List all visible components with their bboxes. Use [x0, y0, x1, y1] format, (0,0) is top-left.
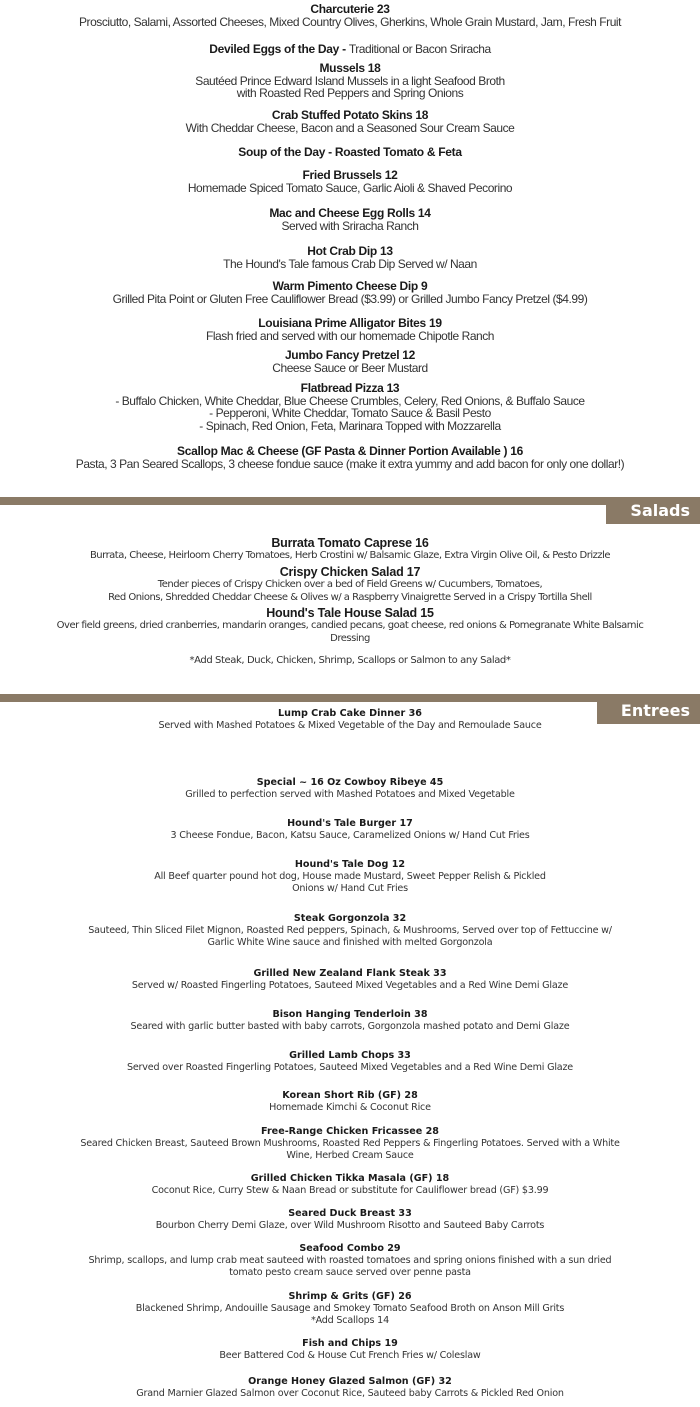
menu-item [0, 537, 700, 563]
menu-item [0, 566, 700, 604]
menu-item-title: Steak Gorgonzola 32 [293, 913, 407, 924]
menu-item-description: Onions w/ Hand Cut Fries [292, 882, 408, 894]
menu-item [0, 968, 700, 992]
menu-item [0, 777, 700, 801]
menu-item-description: Burrata, Cheese, Heirloom Cherry Tomatoes, Herb Crostini w/ Balsamic Glaze, Extra Virgin Olive Oil, & Pesto Drizzle [89, 550, 611, 561]
menu-item [0, 207, 700, 232]
menu-item-description: Over field greens, dried cranberries, mandarin oranges, candied pecans, goat cheese, red onions & Pomegranate White Balsamic [56, 620, 644, 631]
menu-item-description: Shrimp, scallops, and lump crab meat sauteed with roasted tomatoes and spring onions finished with a sun dried [88, 1255, 612, 1266]
menu-item-title: Korean Short Rib (GF) 28 [282, 1090, 418, 1101]
menu-item [0, 1090, 700, 1114]
menu-item [0, 62, 700, 100]
menu-item-description: The Hound's Tale famous Crab Dip Served w/ Naan [223, 256, 477, 271]
menu-item-description: Served over Roasted Fingerling Potatoes, Sauteed Mixed Vegetables and a Red Wine Demi Glaze [126, 1062, 574, 1073]
menu-item-description: Homemade Kimchi & Coconut Rice [269, 1102, 431, 1113]
menu-item-description: Served w/ Roasted Fingerling Potatoes, Sauteed Mixed Vegetables and a Red Wine Demi Glaze [131, 980, 569, 991]
menu-item-description: Beer Battered Cod & House Cut French Fries w/ Coleslaw [219, 1350, 481, 1361]
menu-item [0, 169, 700, 194]
menu-item-description: Grilled Pita Point or Gluten Free Cauliflower Bread ($3.99) or Grilled Jumbo Fancy Pretzel ($4.99) [112, 291, 588, 306]
menu-item [0, 859, 700, 894]
menu-item-title: Soup of the Day - Roasted Tomato & Feta [238, 145, 462, 159]
menu-item-description: With Cheddar Cheese, Bacon and a Seasoned Sour Cream Sauce [185, 120, 515, 135]
menu-item-title: Special ~ 16 Oz Cowboy Ribeye 45 [256, 777, 444, 788]
menu-item [0, 1009, 700, 1033]
menu-item [0, 3, 700, 28]
menu-item-description: All Beef quarter pound hot dog, House made Mustard, Sweet Pepper Relish & Pickled [154, 871, 546, 882]
menu-item-description: Served with Sriracha Ranch [281, 218, 419, 233]
menu-item-title: Flatbread Pizza 13 [300, 381, 400, 395]
menu-item-description: Wine, Herbed Cream Sauce [286, 1149, 414, 1161]
menu-item [0, 913, 700, 948]
salads-heading: Salads [606, 497, 700, 524]
menu-item-description: Prosciutto, Salami, Assorted Cheeses, Mixed Country Olives, Gherkins, Whole Grain Mustard, Jam, Fresh Fruit [78, 14, 622, 29]
menu-item-description: Flash fried and served with our homemade Chipotle Ranch [205, 328, 495, 343]
menu-item-description: - Pepperoni, White Cheddar, Tomato Sauce & Basil Pesto [209, 406, 491, 420]
menu-item-title: Mac and Cheese Egg Rolls 14 [269, 206, 431, 220]
menu-item [0, 109, 700, 134]
menu-item [0, 1050, 700, 1074]
menu-item-description: Red Onions, Shredded Cheddar Cheese & Olives w/ a Raspberry Vinaigrette Served in a Crispy Tortilla Shell [108, 591, 592, 603]
menu-item-title: Lump Crab Cake Dinner 36 [278, 708, 422, 719]
salad-addon-note: *Add Steak, Duck, Chicken, Shrimp, Scallops or Salmon to any Salad* [189, 655, 511, 666]
menu-item-title: Grilled Lamb Chops 33 [289, 1050, 411, 1061]
menu-item [0, 818, 700, 842]
menu-item [0, 382, 700, 432]
entrees-heading: Entrees [597, 697, 700, 724]
menu-item-title: Hound's Tale Burger 17 [287, 818, 413, 829]
menu-item-title: Orange Honey Glazed Salmon (GF) 32 [248, 1376, 452, 1387]
menu-item-description: Pasta, 3 Pan Seared Scallops, 3 cheese fondue sauce (make it extra yummy and add bacon for only one dollar!) [75, 456, 625, 471]
menu-item-title: Hound's Tale Dog 12 [294, 859, 406, 870]
menu-item-title: Shrimp & Grits (GF) 26 [288, 1291, 412, 1302]
menu-item [0, 146, 700, 159]
menu-item-title: Mussels 18 [319, 61, 381, 75]
menu-item-description: Cheese Sauce or Beer Mustard [272, 360, 428, 375]
entrees-divider [0, 694, 700, 702]
menu-item [0, 1376, 700, 1400]
menu-item-title: Bison Hanging Tenderloin 38 [272, 1009, 428, 1020]
menu-item-title: Charcuterie 23 [310, 2, 390, 16]
menu-item-description: Coconut Rice, Curry Stew & Naan Bread or substitute for Cauliflower bread (GF) $3.99 [151, 1185, 549, 1196]
menu-item-description: - Spinach, Red Onion, Feta, Marinara Topped with Mozzarella [199, 418, 501, 433]
menu-item-description: tomato pesto cream sauce served over penne pasta [229, 1266, 471, 1278]
menu-item-description: Dressing [330, 632, 370, 644]
menu-item [0, 1173, 700, 1197]
menu-item [0, 40, 700, 58]
menu-item-description: Sautéed Prince Edward Island Mussels in a light Seafood Broth [195, 73, 505, 88]
menu-item-title: Grilled New Zealand Flank Steak 33 [253, 968, 447, 979]
menu-item-title: Grilled Chicken Tikka Masala (GF) 18 [250, 1173, 450, 1184]
menu-item [0, 1338, 700, 1362]
menu-item-title: Seafood Combo 29 [299, 1243, 401, 1254]
menu-item-title: Crispy Chicken Salad 17 [279, 565, 421, 579]
menu-item [0, 708, 700, 732]
menu-item-description: Seared Chicken Breast, Sauteed Brown Mushrooms, Roasted Red Peppers & Fingerling Potatoes. Served with a White [80, 1138, 620, 1149]
menu-item-title: Fish and Chips 19 [302, 1338, 398, 1349]
menu-item-description: Served with Mashed Potatoes & Mixed Vegetable of the Day and Remoulade Sauce [158, 720, 542, 731]
menu-item-title: Deviled Eggs of the Day - [209, 42, 349, 56]
menu-item [0, 317, 700, 342]
menu-item-description: Blackened Shrimp, Andouille Sausage and Smokey Tomato Seafood Broth on Anson Mill Grits [135, 1303, 565, 1314]
menu-item-description: Grand Marnier Glazed Salmon over Coconut Rice, Sauteed baby Carrots & Pickled Red Onion [136, 1388, 564, 1399]
menu-item [0, 607, 700, 645]
menu-item [0, 1208, 700, 1232]
menu-item-description: 3 Cheese Fondue, Bacon, Katsu Sauce, Caramelized Onions w/ Hand Cut Fries [170, 830, 530, 841]
menu-item [0, 245, 700, 270]
menu-item-title: Hound's Tale House Salad 15 [266, 606, 434, 620]
menu-item-title: Hot Crab Dip 13 [307, 244, 393, 258]
menu-item-description: Garlic White Wine sauce and finished with melted Gorgonzola [207, 936, 493, 948]
menu-item-inline-desc: Traditional or Bacon Sriracha [348, 42, 491, 56]
menu-item-description: Tender pieces of Crispy Chicken over a bed of Field Greens w/ Cucumbers, Tomatoes, [157, 579, 543, 590]
menu-item-title: Burrata Tomato Caprese 16 [271, 536, 429, 550]
menu-item [0, 1243, 700, 1278]
menu-item-title: Seared Duck Breast 33 [288, 1208, 412, 1219]
salads-divider [0, 497, 700, 505]
menu-item [0, 349, 700, 374]
menu-item [0, 280, 700, 305]
menu-item-title: Free-Range Chicken Fricassee 28 [261, 1126, 439, 1137]
menu-item-title: Warm Pimento Cheese Dip 9 [272, 279, 428, 293]
menu-item-title: Fried Brussels 12 [302, 168, 398, 182]
menu-item-title: Scallop Mac & Cheese (GF Pasta & Dinner Portion Available ) 16 [177, 444, 523, 458]
menu-item-title: Jumbo Fancy Pretzel 12 [284, 348, 416, 362]
menu-item-title: Crab Stuffed Potato Skins 18 [271, 108, 429, 122]
menu-item-description: Bourbon Cherry Demi Glaze, over Wild Mushroom Risotto and Sauteed Baby Carrots [155, 1220, 545, 1231]
menu-item-description: Grilled to perfection served with Mashed Potatoes and Mixed Vegetable [185, 789, 515, 800]
menu-item [0, 1291, 700, 1326]
menu-item-description: with Roasted Red Peppers and Spring Onions [236, 86, 464, 100]
menu-item [0, 1126, 700, 1161]
menu-item-description: Homemade Spiced Tomato Sauce, Garlic Aioli & Shaved Pecorino [187, 180, 513, 195]
menu-item-description: - Buffalo Chicken, White Cheddar, Blue Cheese Crumbles, Celery, Red Onions, & Buffalo Sauce [115, 393, 585, 408]
menu-item-description: Seared with garlic butter basted with baby carrots, Gorgonzola mashed potato and Demi Glaze [130, 1021, 570, 1032]
menu-item-description: *Add Scallops 14 [310, 1314, 389, 1326]
menu-item [0, 445, 700, 470]
menu-item-description: Sauteed, Thin Sliced Filet Mignon, Roasted Red peppers, Spinach, & Mushrooms, Served over top of Fettuccine w/ [88, 925, 612, 936]
menu-item-title: Louisiana Prime Alligator Bites 19 [258, 316, 442, 330]
